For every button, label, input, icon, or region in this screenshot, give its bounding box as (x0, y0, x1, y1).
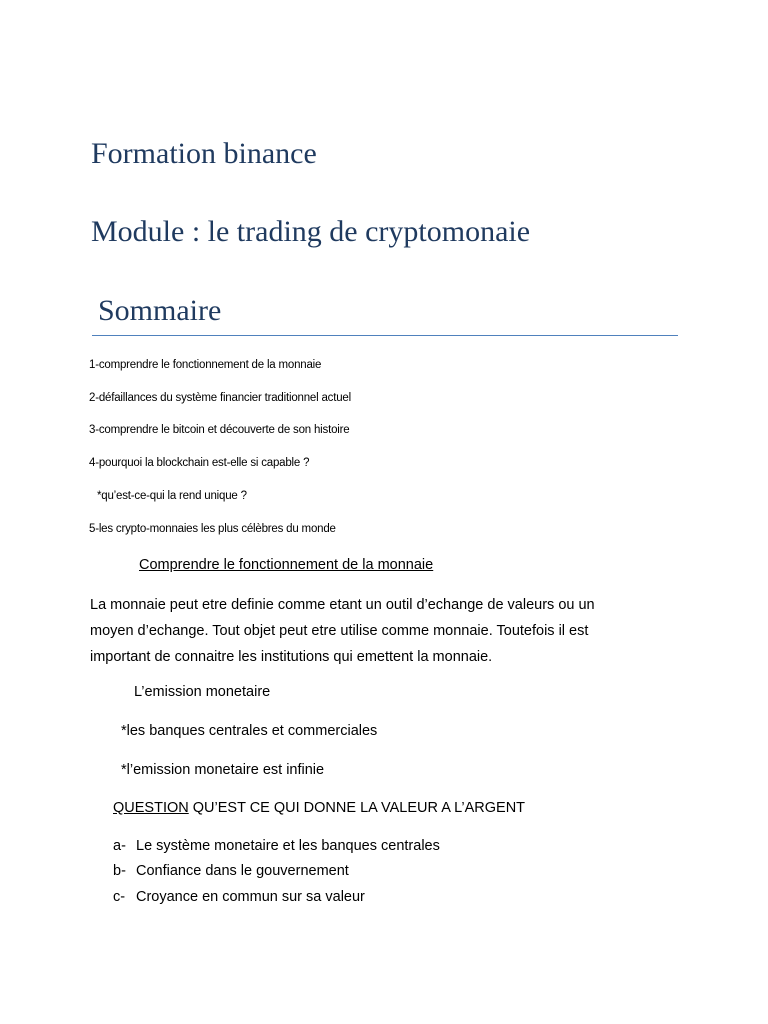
question-label: QUESTION (113, 800, 189, 816)
answer-marker: a- (113, 838, 126, 854)
emission-point: *les banques centrales et commerciales (121, 723, 378, 739)
intro-paragraph (90, 592, 690, 670)
summary-heading: Sommaire (98, 294, 222, 327)
summary-item: 5-les crypto-monnaies les plus célèbres du monde (89, 523, 336, 535)
summary-item: 1-comprendre le fonctionnement de la monnaie (89, 359, 322, 371)
answer-text: Croyance en commun sur sa valeur (136, 889, 365, 905)
emission-heading: L’emission monetaire (134, 684, 271, 700)
question-text: QU’EST CE QUI DONNE LA VALEUR A L’ARGENT (188, 800, 526, 816)
section-title: Comprendre le fonctionnement de la monnaie (139, 557, 434, 573)
answer-item (113, 887, 365, 907)
answer-marker: b- (113, 863, 126, 879)
summary-item: 3-comprendre le bitcoin et découverte de son histoire (89, 424, 350, 436)
summary-item: 2-défaillances du système financier traditionnel actuel (89, 392, 351, 404)
answer-item (113, 836, 440, 856)
answer-marker: c- (113, 889, 126, 905)
question-line (113, 798, 525, 818)
module-title: Module : le trading de cryptomonaie (91, 215, 531, 248)
emission-point: *l’emission monetaire est infinie (121, 762, 325, 778)
document-title: Formation binance (91, 137, 317, 170)
summary-item: 4-pourquoi la blockchain est-elle si capable ? (89, 457, 310, 469)
summary-subitem: *qu’est-ce-qui la rend unique ? (97, 490, 247, 502)
answer-item (113, 861, 349, 881)
paragraph-line: moyen d’echange. Tout objet peut etre utilise comme monnaie. Toutefois il est (90, 623, 589, 639)
heading-divider (92, 335, 678, 336)
answer-text: Le système monetaire et les banques centrales (136, 838, 440, 854)
answer-text: Confiance dans le gouvernement (136, 863, 349, 879)
paragraph-line: La monnaie peut etre definie comme etant un outil d’echange de valeurs ou un (90, 597, 595, 613)
paragraph-line: important de connaitre les institutions qui emettent la monnaie. (90, 649, 493, 665)
